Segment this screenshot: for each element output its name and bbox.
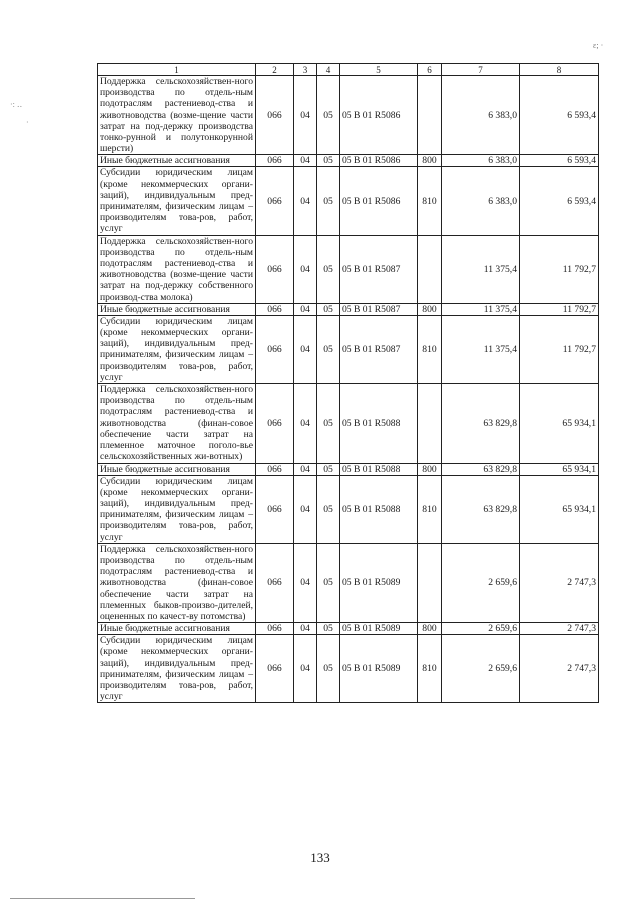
header-cell: 8	[520, 64, 599, 76]
header-cell: 3	[294, 64, 317, 76]
amount-year-1: 11 375,4	[442, 303, 520, 315]
header-cell: 5	[340, 64, 418, 76]
target-article-code: 05 В 01 R5089	[340, 543, 418, 622]
ministry-code: 066	[256, 315, 294, 383]
target-article-code: 05 В 01 R5086	[340, 167, 418, 235]
item-name: Иные бюджетные ассигнования	[98, 623, 256, 635]
subsection-code: 05	[317, 315, 340, 383]
expense-type-code: 800	[418, 155, 442, 167]
amount-year-2: 65 934,1	[520, 384, 599, 463]
item-name: Поддержка сельскохозяйствен-ного производства по отдель-ным подотраслям растениевод-ства и животноводства (возме-щение части затрат на под-держку производства тонко-рунной и полутонкорунной шерсти)	[98, 76, 256, 155]
ministry-code: 066	[256, 475, 294, 543]
amount-year-1: 11 375,4	[442, 315, 520, 383]
table-row	[98, 76, 599, 155]
ministry-code: 066	[256, 635, 294, 703]
scan-speck: ·: ‥	[10, 100, 23, 109]
section-code: 04	[294, 315, 317, 383]
item-name: Иные бюджетные ассигнования	[98, 303, 256, 315]
section-code: 04	[294, 76, 317, 155]
table-row	[98, 303, 599, 315]
expense-type-code	[418, 76, 442, 155]
amount-year-2: 2 747,3	[520, 623, 599, 635]
amount-year-1: 11 375,4	[442, 235, 520, 303]
expense-type-code: 800	[418, 463, 442, 475]
subsection-code: 05	[317, 475, 340, 543]
target-article-code: 05 В 01 R5086	[340, 155, 418, 167]
amount-year-1: 6 383,0	[442, 167, 520, 235]
section-code: 04	[294, 384, 317, 463]
scan-artifact: ε; ·	[593, 41, 604, 50]
target-article-code: 05 В 01 R5088	[340, 384, 418, 463]
amount-year-1: 63 829,8	[442, 475, 520, 543]
item-name: Поддержка сельскохозяйствен-ного производства по отдель-ным подотраслям растениевод-ства и животноводства (финан-совое обеспечение части затрат на племенное маточное поголо-вье сельскохозяйственных жи-вотных)	[98, 384, 256, 463]
table-row	[98, 635, 599, 703]
item-name: Поддержка сельскохозяйствен-ного производства по отдель-ным подотраслям растениевод-ства и животноводства (финан-совое обеспечение части затрат на племенных быков-произво-дителей, оцененных по качест-ву потомства)	[98, 543, 256, 622]
amount-year-2: 2 747,3	[520, 543, 599, 622]
ministry-code: 066	[256, 235, 294, 303]
subsection-code: 05	[317, 167, 340, 235]
amount-year-1: 2 659,6	[442, 623, 520, 635]
target-article-code: 05 В 01 R5089	[340, 635, 418, 703]
scan-speck: ·	[26, 118, 29, 127]
amount-year-1: 2 659,6	[442, 635, 520, 703]
section-code: 04	[294, 167, 317, 235]
subsection-code: 05	[317, 303, 340, 315]
section-code: 04	[294, 623, 317, 635]
footer-divider	[10, 898, 195, 899]
ministry-code: 066	[256, 76, 294, 155]
item-name: Иные бюджетные ассигнования	[98, 155, 256, 167]
expense-type-code: 800	[418, 623, 442, 635]
item-name: Поддержка сельскохозяйствен-ного производства по отдель-ным подотраслям растениевод-ства и животноводства (возме-щение части затрат на под-держку собственного производ-ства молока)	[98, 235, 256, 303]
amount-year-1: 6 383,0	[442, 155, 520, 167]
amount-year-2: 11 792,7	[520, 315, 599, 383]
item-name: Субсидии юридическим лицам (кроме некоммерческих органи-заций), индивидуальным пред-принимателям, физическим лицам – производителям това-ров, работ, услуг	[98, 167, 256, 235]
section-code: 04	[294, 155, 317, 167]
target-article-code: 05 В 01 R5087	[340, 315, 418, 383]
ministry-code: 066	[256, 167, 294, 235]
header-cell: 7	[442, 64, 520, 76]
ministry-code: 066	[256, 155, 294, 167]
table-row	[98, 167, 599, 235]
amount-year-2: 6 593,4	[520, 155, 599, 167]
header-cell: 2	[256, 64, 294, 76]
ministry-code: 066	[256, 384, 294, 463]
section-code: 04	[294, 475, 317, 543]
table-row	[98, 463, 599, 475]
subsection-code: 05	[317, 635, 340, 703]
expense-type-code: 810	[418, 315, 442, 383]
target-article-code: 05 В 01 R5088	[340, 475, 418, 543]
amount-year-2: 2 747,3	[520, 635, 599, 703]
expense-type-code: 810	[418, 475, 442, 543]
section-code: 04	[294, 543, 317, 622]
table-row	[98, 623, 599, 635]
table-row	[98, 384, 599, 463]
amount-year-1: 63 829,8	[442, 463, 520, 475]
target-article-code: 05 В 01 R5088	[340, 463, 418, 475]
table-row	[98, 543, 599, 622]
amount-year-2: 11 792,7	[520, 303, 599, 315]
subsection-code: 05	[317, 235, 340, 303]
amount-year-2: 65 934,1	[520, 463, 599, 475]
section-code: 04	[294, 235, 317, 303]
ministry-code: 066	[256, 463, 294, 475]
expense-type-code	[418, 235, 442, 303]
subsection-code: 05	[317, 76, 340, 155]
table-header-row	[98, 64, 599, 76]
header-cell: 1	[98, 64, 256, 76]
header-cell: 6	[418, 64, 442, 76]
ministry-code: 066	[256, 623, 294, 635]
amount-year-2: 11 792,7	[520, 235, 599, 303]
subsection-code: 05	[317, 155, 340, 167]
amount-year-1: 6 383,0	[442, 76, 520, 155]
amount-year-1: 2 659,6	[442, 543, 520, 622]
amount-year-2: 6 593,4	[520, 76, 599, 155]
item-name: Субсидии юридическим лицам (кроме некоммерческих органи-заций), индивидуальным пред-принимателям, физическим лицам – производителям това-ров, работ, услуг	[98, 315, 256, 383]
section-code: 04	[294, 303, 317, 315]
target-article-code: 05 В 01 R5089	[340, 623, 418, 635]
table-row	[98, 475, 599, 543]
amount-year-2: 6 593,4	[520, 167, 599, 235]
table-row	[98, 155, 599, 167]
amount-year-1: 63 829,8	[442, 384, 520, 463]
budget-table	[97, 63, 599, 703]
page-number: 133	[310, 850, 330, 865]
table-row	[98, 315, 599, 383]
expense-type-code: 810	[418, 635, 442, 703]
section-code: 04	[294, 463, 317, 475]
target-article-code: 05 В 01 R5087	[340, 303, 418, 315]
subsection-code: 05	[317, 384, 340, 463]
expense-type-code: 800	[418, 303, 442, 315]
item-name: Субсидии юридическим лицам (кроме некоммерческих органи-заций), индивидуальным пред-принимателям, физическим лицам – производителям това-ров, работ, услуг	[98, 635, 256, 703]
expense-type-code: 810	[418, 167, 442, 235]
subsection-code: 05	[317, 623, 340, 635]
subsection-code: 05	[317, 463, 340, 475]
header-cell: 4	[317, 64, 340, 76]
section-code: 04	[294, 635, 317, 703]
target-article-code: 05 В 01 R5086	[340, 76, 418, 155]
item-name: Субсидии юридическим лицам (кроме некоммерческих органи-заций), индивидуальным пред-принимателям, физическим лицам – производителям това-ров, работ, услуг	[98, 475, 256, 543]
target-article-code: 05 В 01 R5087	[340, 235, 418, 303]
subsection-code: 05	[317, 543, 340, 622]
amount-year-2: 65 934,1	[520, 475, 599, 543]
ministry-code: 066	[256, 303, 294, 315]
table-row	[98, 235, 599, 303]
item-name: Иные бюджетные ассигнования	[98, 463, 256, 475]
ministry-code: 066	[256, 543, 294, 622]
expense-type-code	[418, 543, 442, 622]
expense-type-code	[418, 384, 442, 463]
